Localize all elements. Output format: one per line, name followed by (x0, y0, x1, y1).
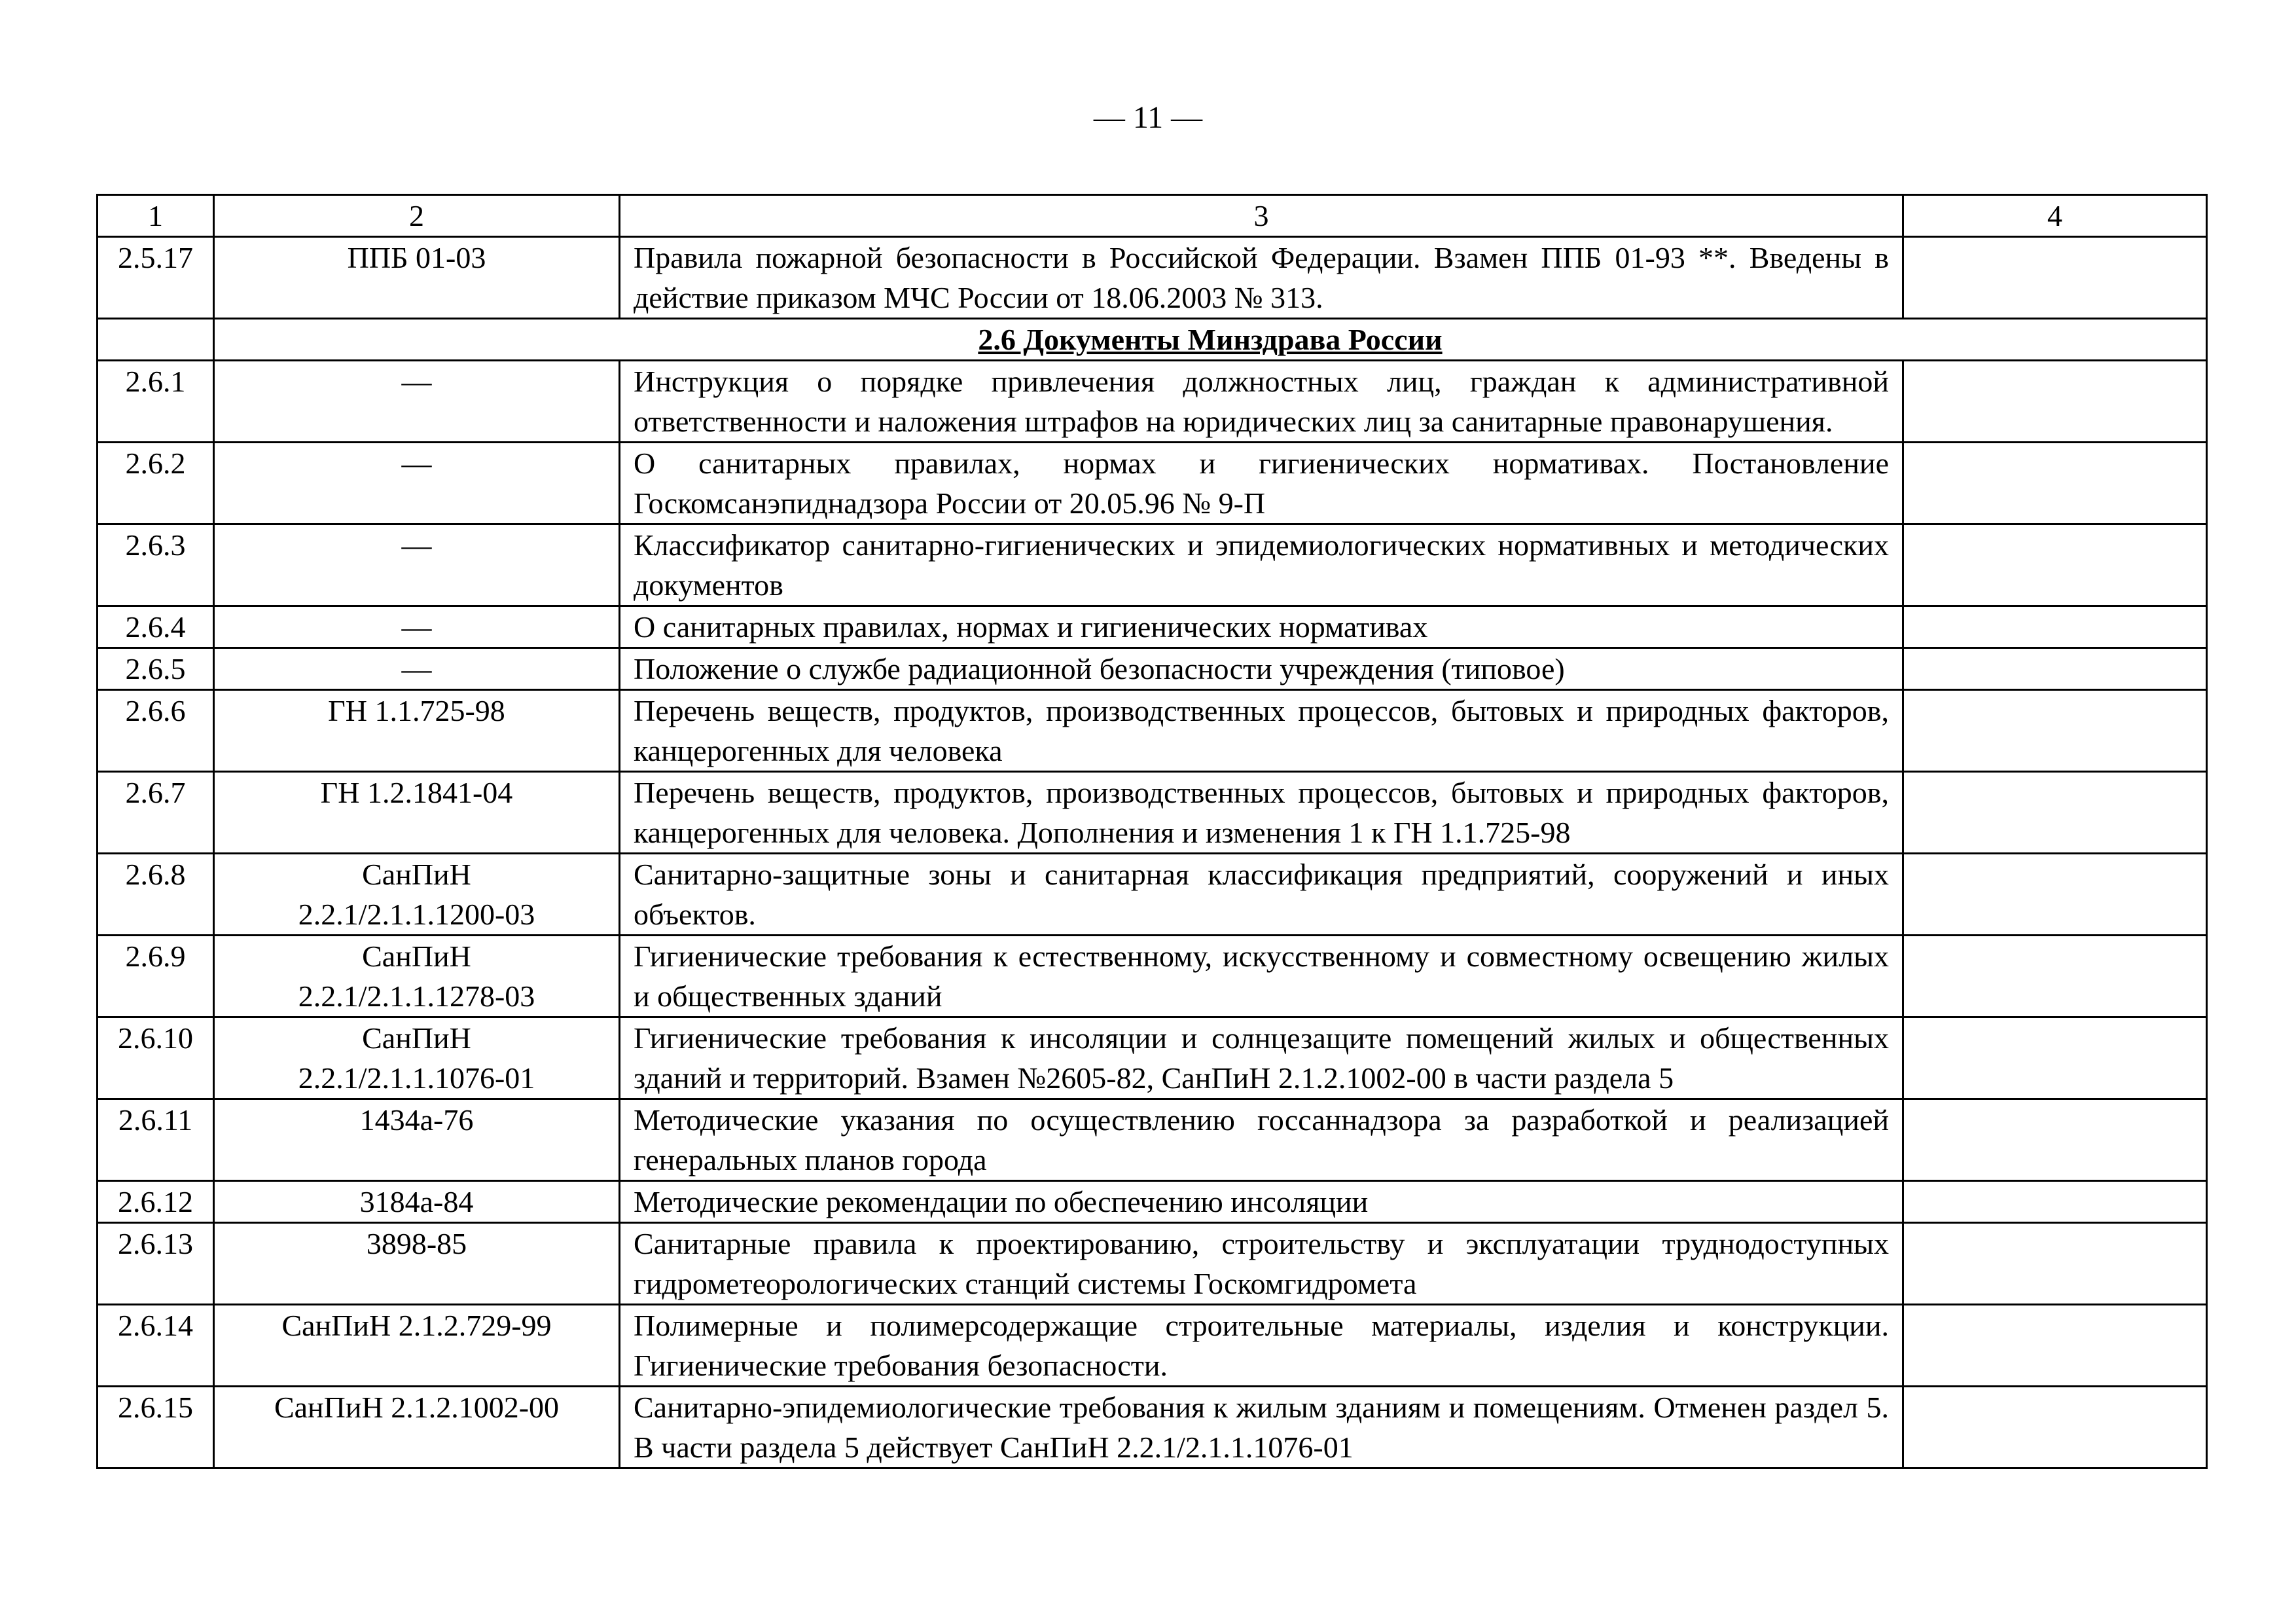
document-code-line: — (401, 652, 432, 685)
table-header-row (98, 195, 2207, 237)
document-code-line: — (401, 447, 432, 480)
table-row (98, 936, 2207, 1017)
document-code-line: СанПиН 2.1.2.1002-00 (274, 1391, 560, 1424)
section-row (98, 319, 2207, 361)
table-row (98, 648, 2207, 690)
row-number: 2.6.5 (98, 648, 214, 690)
table-row (98, 854, 2207, 936)
document-note (1903, 772, 2207, 854)
header-col-1: 1 (98, 195, 214, 237)
document-description: О санитарных правилах, нормах и гигиенических нормативах. Постановление Госкомсанэпиднадзора России от 20.05.96 № 9-П (620, 443, 1903, 524)
document-note (1903, 690, 2207, 772)
document-description: Перечень веществ, продуктов, производственных процессов, бытовых и природных факторов, канцерогенных для человека. Дополнения и изменения 1 к ГН 1.1.725-98 (620, 772, 1903, 854)
row-number: 2.6.8 (98, 854, 214, 936)
document-code-line: ГН 1.1.725-98 (328, 694, 505, 727)
document-code (214, 1099, 620, 1181)
document-note (1903, 361, 2207, 443)
document-note (1903, 1305, 2207, 1387)
row-number: 2.6.13 (98, 1223, 214, 1305)
document-description: Санитарно-эпидемиологические требования к жилым зданиям и помещениям. Отменен раздел 5. В части раздела 5 действует СанПиН 2.2.1/2.1.1.1076-01 (620, 1387, 1903, 1468)
document-note (1903, 648, 2207, 690)
table-row (98, 361, 2207, 443)
document-note (1903, 1181, 2207, 1223)
document-code (214, 936, 620, 1017)
document-code (214, 1305, 620, 1387)
documents-table (96, 194, 2208, 1469)
document-code (214, 854, 620, 936)
document-code (214, 1017, 620, 1099)
document-description: Гигиенические требования к естественному, искусственному и совместному освещению жилых и общественных зданий (620, 936, 1903, 1017)
document-code-line: 2.2.1/2.1.1.1076-01 (298, 1061, 535, 1095)
document-code (214, 606, 620, 648)
document-code (214, 1387, 620, 1468)
row-number: 2.6.10 (98, 1017, 214, 1099)
row-number: 2.6.6 (98, 690, 214, 772)
table-row (98, 1099, 2207, 1181)
document-code-line: СанПиН (362, 858, 471, 891)
document-code-line: — (401, 528, 432, 562)
document-code: ППБ 01-03 (214, 237, 620, 319)
document-code-line: 3184а-84 (359, 1185, 474, 1218)
document-description: Санитарные правила к проектированию, строительству и эксплуатации труднодоступных гидрометеорологических станций системы Госкомгидромета (620, 1223, 1903, 1305)
document-description: Методические рекомендации по обеспечению инсоляции (620, 1181, 1903, 1223)
table-row (98, 524, 2207, 606)
row-number: 2.6.9 (98, 936, 214, 1017)
document-code-line: 3898-85 (366, 1227, 467, 1260)
document-note (1903, 237, 2207, 319)
document-description: Методические указания по осуществлению госсаннадзора за разработкой и реализацией генеральных планов города (620, 1099, 1903, 1181)
document-note (1903, 1387, 2207, 1468)
document-code (214, 443, 620, 524)
header-col-4: 4 (1903, 195, 2207, 237)
row-number: 2.6.11 (98, 1099, 214, 1181)
row-number: 2.6.2 (98, 443, 214, 524)
header-col-2: 2 (214, 195, 620, 237)
table-row (98, 690, 2207, 772)
table-row (98, 772, 2207, 854)
row-number: 2.6.14 (98, 1305, 214, 1387)
document-code-line: — (401, 610, 432, 644)
document-description: Полимерные и полимерсодержащие строительные материалы, изделия и конструкции. Гигиенические требования безопасности. (620, 1305, 1903, 1387)
document-code-line: 1434а-76 (359, 1103, 474, 1137)
document-code (214, 1181, 620, 1223)
document-description: Санитарно-защитные зоны и санитарная классификация предприятий, сооружений и иных объектов. (620, 854, 1903, 936)
document-description: Гигиенические требования к инсоляции и солнцезащите помещений жилых и общественных зданий и территорий. Взамен №2605-82, СанПиН 2.1.2.1002-00 в части раздела 5 (620, 1017, 1903, 1099)
document-code-line: — (401, 365, 432, 398)
row-number: 2.6.1 (98, 361, 214, 443)
document-description: Правила пожарной безопасности в Российской Федерации. Взамен ППБ 01-93 **. Введены в действие приказом МЧС России от 18.06.2003 № 313. (620, 237, 1903, 319)
document-note (1903, 443, 2207, 524)
document-description: Классификатор санитарно-гигиенических и эпидемиологических нормативных и методических документов (620, 524, 1903, 606)
document-description: Перечень веществ, продуктов, производственных процессов, бытовых и природных факторов, канцерогенных для человека (620, 690, 1903, 772)
row-number: 2.6.12 (98, 1181, 214, 1223)
document-description: О санитарных правилах, нормах и гигиенических нормативах (620, 606, 1903, 648)
table-row (98, 1223, 2207, 1305)
document-code (214, 361, 620, 443)
document-note (1903, 1017, 2207, 1099)
document-note (1903, 524, 2207, 606)
row-number: 2.6.15 (98, 1387, 214, 1468)
document-code-line: 2.2.1/2.1.1.1200-03 (298, 898, 535, 931)
table-row (98, 606, 2207, 648)
table-row (98, 1181, 2207, 1223)
section-title: 2.6 Документы Минздрава России (214, 319, 2207, 361)
table-row (98, 237, 2207, 319)
document-code (214, 1223, 620, 1305)
document-code (214, 648, 620, 690)
document-code-line: СанПиН (362, 939, 471, 973)
document-code-line: 2.2.1/2.1.1.1278-03 (298, 979, 535, 1013)
document-code (214, 524, 620, 606)
document-note (1903, 1099, 2207, 1181)
row-number: 2.5.17 (98, 237, 214, 319)
document-code-line: СанПиН (362, 1021, 471, 1055)
table-row (98, 1017, 2207, 1099)
row-number: 2.6.7 (98, 772, 214, 854)
table-row (98, 443, 2207, 524)
document-note (1903, 1223, 2207, 1305)
header-col-3: 3 (620, 195, 1903, 237)
page-number: — 11 — (1093, 100, 1203, 135)
document-description: Положение о службе радиационной безопасности учреждения (типовое) (620, 648, 1903, 690)
document-note (1903, 606, 2207, 648)
document-code-line: СанПиН 2.1.2.729-99 (281, 1309, 552, 1342)
document-note (1903, 936, 2207, 1017)
document-code (214, 772, 620, 854)
row-number: 2.6.4 (98, 606, 214, 648)
document-description: Инструкция о порядке привлечения должностных лиц, граждан к административной ответственности и наложения штрафов на юридических лиц за санитарные правонарушения. (620, 361, 1903, 443)
table-row (98, 1387, 2207, 1468)
document-note (1903, 854, 2207, 936)
row-number: 2.6.3 (98, 524, 214, 606)
document-code (214, 690, 620, 772)
section-empty-cell (98, 319, 214, 361)
document-code-line: ГН 1.2.1841-04 (320, 776, 513, 809)
table-row (98, 1305, 2207, 1387)
